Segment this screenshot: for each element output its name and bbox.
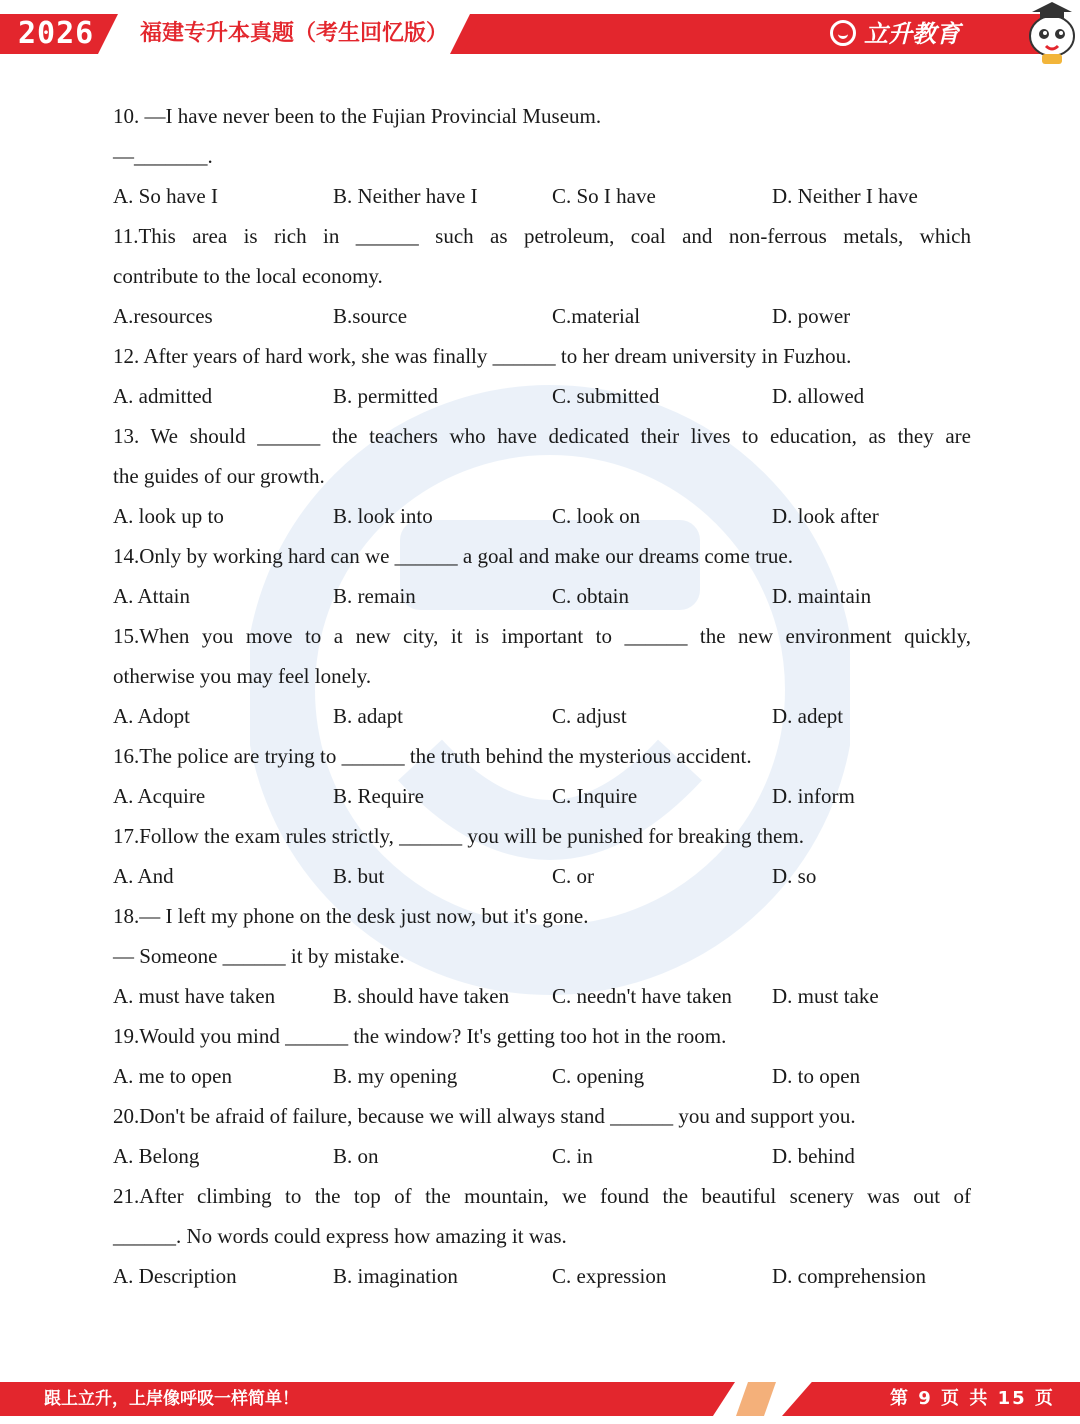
question-item	[113, 736, 971, 816]
question-text-line: 18.— I left my phone on the desk just now, but it's gone.	[113, 904, 589, 928]
answer-option-b: B. permitted	[333, 384, 438, 408]
answer-option-d: D. power	[772, 304, 851, 328]
answer-option-d: D. so	[772, 864, 817, 888]
answer-option-d: D. maintain	[772, 584, 872, 608]
question-text-line: 20.Don't be afraid of failure, because we will always stand ______ you and support you.	[113, 1104, 856, 1128]
answer-option-c: C. in	[552, 1144, 593, 1168]
answer-option-b: B. remain	[333, 584, 416, 608]
answer-option-c: C.material	[552, 304, 641, 328]
brand-logo-icon	[830, 20, 856, 46]
question-list	[113, 96, 971, 1296]
question-item	[113, 816, 971, 896]
question-text-line: 12. After years of hard work, she was finally ______ to her dream university in Fuzhou.	[113, 344, 852, 368]
question-text-line: 21.After climbing to the top of the mountain, we found the beautiful scenery was out of	[113, 1184, 971, 1208]
question-item	[113, 1096, 971, 1176]
answer-option-c: C. adjust	[552, 704, 627, 728]
question-text-line: 11.This area is rich in ______ such as petroleum, coal and non-ferrous metals, which	[113, 224, 971, 248]
answer-option-c: C. So I have	[552, 184, 656, 208]
question-item	[113, 416, 971, 536]
question-text-line: 19.Would you mind ______ the window? It's getting too hot in the room.	[113, 1024, 727, 1048]
answer-option-c: C. submitted	[552, 384, 660, 408]
answer-option-d: D. comprehension	[772, 1264, 926, 1288]
question-text-line: the guides of our growth.	[113, 464, 325, 488]
answer-options	[113, 1256, 971, 1296]
answer-option-d: D. Neither I have	[772, 184, 918, 208]
answer-option-d: D. must take	[772, 984, 879, 1008]
page-number: 第 9 页 共 15 页	[890, 1388, 1055, 1409]
answer-option-b: B. Require	[333, 784, 424, 808]
answer-option-c: C. expression	[552, 1264, 667, 1288]
answer-option-b: B. imagination	[333, 1264, 458, 1288]
answer-option-a: A. And	[113, 864, 174, 888]
answer-option-d: D. behind	[772, 1144, 855, 1168]
answer-option-a: A. look up to	[113, 504, 224, 528]
answer-option-c: C. Inquire	[552, 784, 638, 808]
answer-options	[113, 976, 971, 1016]
page-header	[0, 0, 1080, 70]
answer-option-b: B.source	[333, 304, 408, 328]
answer-option-d: D. inform	[772, 784, 855, 808]
answer-option-b: B. Neither have I	[333, 184, 478, 208]
answer-option-a: A. admitted	[113, 384, 213, 408]
question-item	[113, 536, 971, 616]
answer-option-c: C. opening	[552, 1064, 645, 1088]
question-text-line: 13. We should ______ the teachers who have dedicated their lives to education, as they are	[113, 424, 971, 448]
answer-option-a: A. So have I	[113, 184, 218, 208]
answer-option-a: A.resources	[113, 304, 213, 328]
question-text-line: —_______.	[113, 144, 213, 168]
answer-options	[113, 776, 971, 816]
answer-options	[113, 1136, 971, 1176]
answer-option-a: A. Belong	[113, 1144, 200, 1168]
answer-option-d: D. look after	[772, 504, 879, 528]
question-text-line: 15.When you move to a new city, it is important to ______ the new environment quickly,	[113, 624, 971, 648]
answer-option-a: A. Adopt	[113, 704, 191, 728]
answer-option-d: D. to open	[772, 1064, 861, 1088]
question-text-line: 17.Follow the exam rules strictly, ______ you will be punished for breaking them.	[113, 824, 804, 848]
answer-option-b: B. should have taken	[333, 984, 510, 1008]
mascot-icon	[1022, 0, 1080, 66]
answer-options	[113, 496, 971, 536]
answer-option-b: B. on	[333, 1144, 379, 1168]
question-item	[113, 96, 971, 216]
question-item	[113, 616, 971, 736]
answer-options	[113, 696, 971, 736]
question-item	[113, 1016, 971, 1096]
answer-option-a: A. Description	[113, 1264, 237, 1288]
answer-option-b: B. but	[333, 864, 385, 888]
answer-option-a: A. Attain	[113, 584, 190, 608]
question-text-line: otherwise you may feel lonely.	[113, 664, 372, 688]
question-text-line: 10. —I have never been to the Fujian Provincial Museum.	[113, 104, 602, 128]
footer-slogan: 跟上立升，上岸像呼吸一样简单！	[44, 1389, 299, 1409]
answer-option-a: A. must have taken	[113, 984, 276, 1008]
question-text-line: — Someone ______ it by mistake.	[113, 944, 405, 968]
answer-options	[113, 176, 971, 216]
page-footer	[0, 1382, 1080, 1416]
answer-option-c: C. obtain	[552, 584, 629, 608]
question-text-line: contribute to the local economy.	[113, 264, 383, 288]
question-item	[113, 896, 971, 1016]
answer-options	[113, 1056, 971, 1096]
brand-name: 立升教育	[864, 20, 960, 48]
question-text-line: 16.The police are trying to ______ the truth behind the mysterious accident.	[113, 744, 752, 768]
header-title: 福建专升本真题（考生回忆版）	[140, 21, 449, 46]
question-text-line: 14.Only by working hard can we ______ a goal and make our dreams come true.	[113, 544, 793, 568]
answer-option-b: B. my opening	[333, 1064, 458, 1088]
question-item	[113, 336, 971, 416]
question-text-line: ______. No words could express how amazing it was.	[113, 1224, 567, 1248]
answer-options	[113, 296, 971, 336]
answer-option-c: C. or	[552, 864, 594, 888]
answer-options	[113, 576, 971, 616]
answer-option-c: C. look on	[552, 504, 641, 528]
question-item	[113, 1176, 971, 1296]
header-year: 2026	[18, 16, 95, 51]
footer-accent-stripe	[736, 1382, 776, 1416]
question-item	[113, 216, 971, 336]
answer-option-d: D. adept	[772, 704, 844, 728]
answer-option-b: B. look into	[333, 504, 433, 528]
answer-option-c: C. needn't have taken	[552, 984, 732, 1008]
answer-options	[113, 856, 971, 896]
answer-option-a: A. me to open	[113, 1064, 232, 1088]
brand-logo	[830, 14, 960, 54]
answer-option-a: A. Acquire	[113, 784, 206, 808]
answer-option-d: D. allowed	[772, 384, 865, 408]
answer-options	[113, 376, 971, 416]
answer-option-b: B. adapt	[333, 704, 403, 728]
